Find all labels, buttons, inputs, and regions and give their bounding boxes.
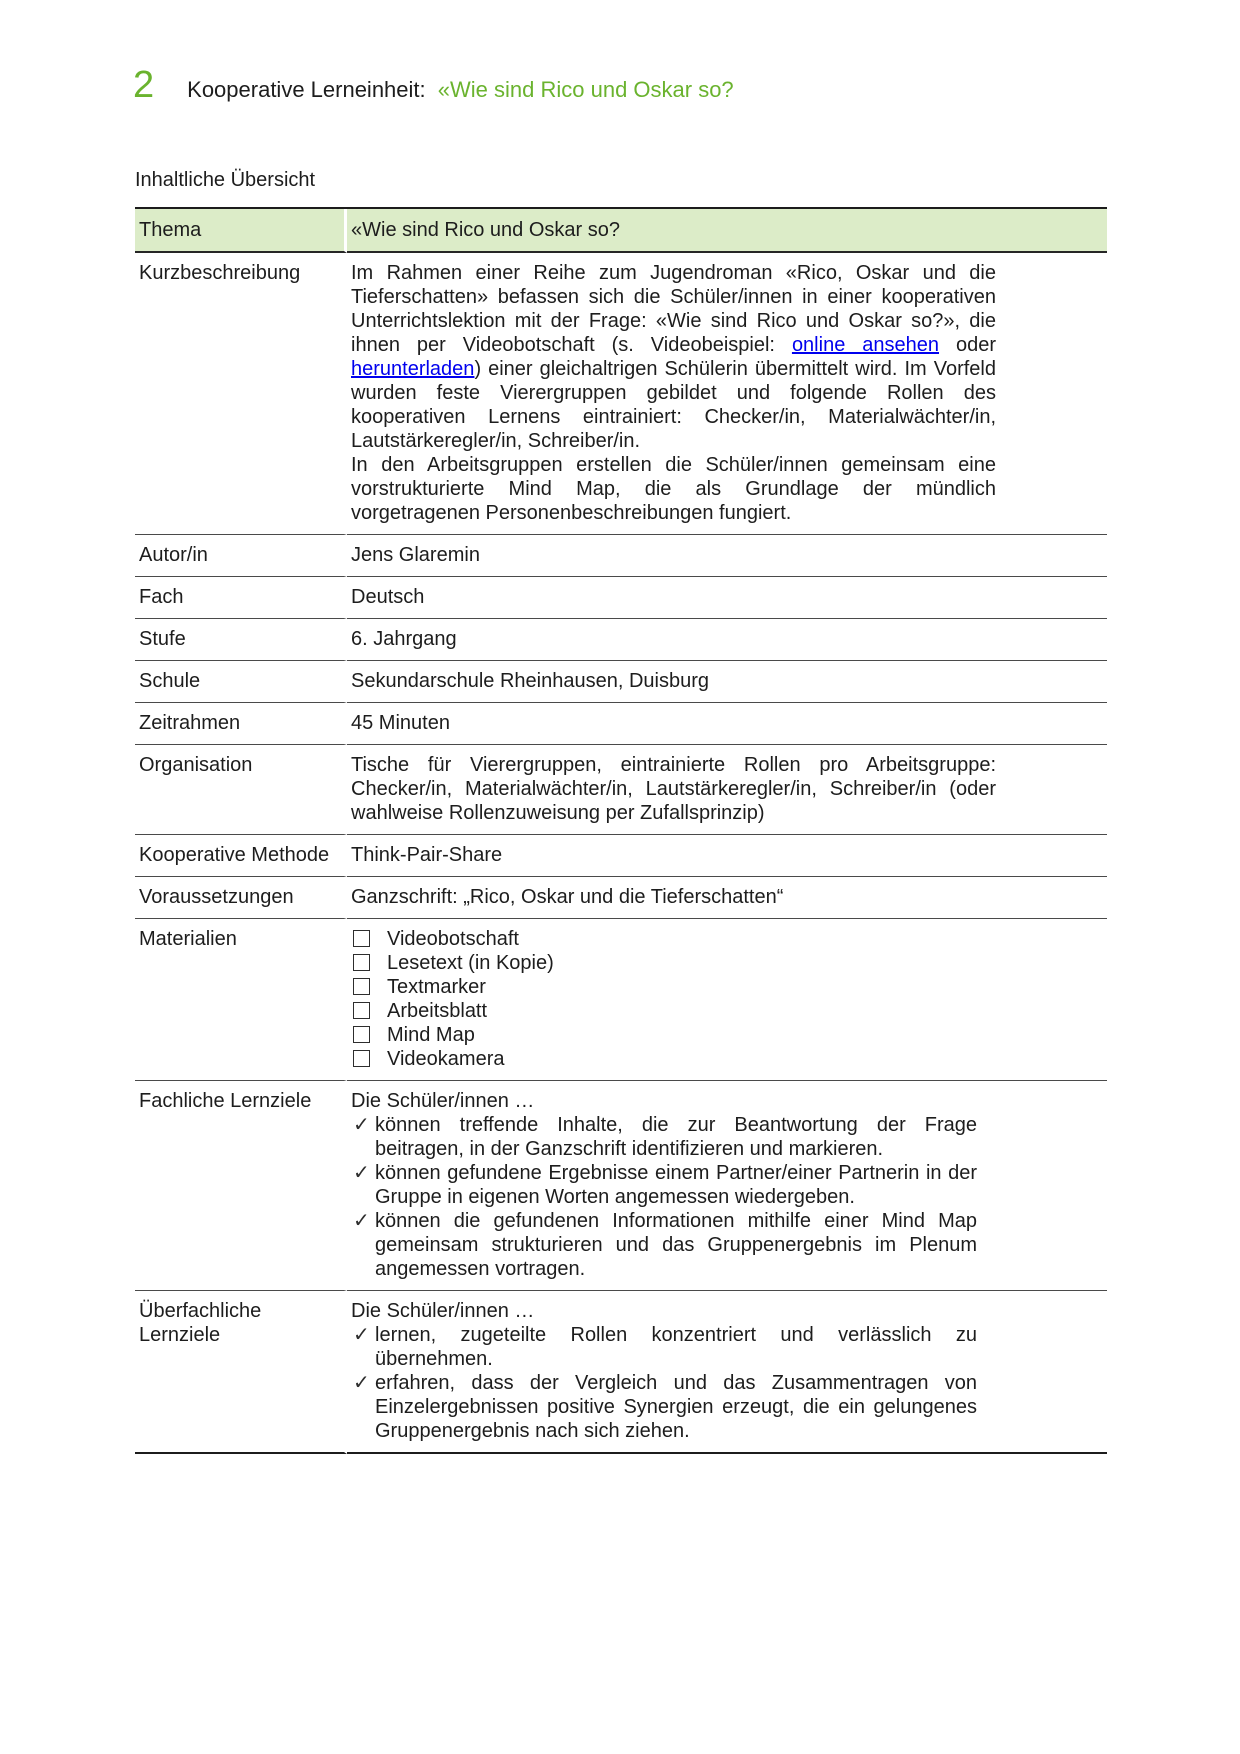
row-label-voraussetzungen: Voraussetzungen — [135, 877, 347, 919]
row-value-fach: Deutsch — [347, 577, 1107, 619]
list-item — [351, 1209, 999, 1281]
description-paragraph-1 — [351, 261, 996, 453]
list-item — [351, 951, 1103, 975]
description-text-1: Im Rahmen einer Reihe zum Jugendroman «Rico, Oskar und die Tieferschatten» befassen sich die Schüler/innen in einer kooperativen Unterrichtslektion mit der Frage: «Wie sind Rico und Oskar so?», die ihnen per Videobotschaft (s. Videobeispiel: — [351, 262, 996, 356]
chapter-number: 2 — [133, 64, 155, 106]
row-label-fach: Fach — [135, 577, 347, 619]
row-value-thema: «Wie sind Rico und Oskar so? — [347, 209, 1107, 253]
list-item — [351, 1161, 999, 1209]
table-row-kooperative-methode — [135, 835, 1107, 877]
row-value-kooperative-methode: Think-Pair-Share — [347, 835, 1107, 877]
material-label: Arbeitsblatt — [387, 1000, 488, 1022]
overview-table — [135, 207, 1107, 1454]
row-value-materialien — [347, 919, 1107, 1081]
general-goals-list — [351, 1323, 999, 1443]
list-item — [351, 927, 1103, 951]
table-row-autor — [135, 535, 1107, 577]
checkbox-icon — [353, 1026, 370, 1043]
row-value-autor: Jens Glaremin — [347, 535, 1107, 577]
checkbox-icon — [353, 1002, 370, 1019]
row-label-kurzbeschreibung: Kurzbeschreibung — [135, 253, 347, 535]
list-item — [351, 1023, 1103, 1047]
row-label-autor: Autor/in — [135, 535, 347, 577]
list-item — [351, 1323, 999, 1371]
checkbox-icon — [353, 1050, 370, 1067]
row-label-stufe: Stufe — [135, 619, 347, 661]
list-item — [351, 975, 1103, 999]
list-item — [351, 1371, 999, 1443]
table-row-stufe — [135, 619, 1107, 661]
row-value-schule: Sekundarschule Rheinhausen, Duisburg — [347, 661, 1107, 703]
row-label-materialien: Materialien — [135, 919, 347, 1081]
subject-goals-list — [351, 1113, 999, 1281]
table-row-schule — [135, 661, 1107, 703]
row-value-ueberfachliche-lernziele — [347, 1291, 1107, 1454]
material-label: Lesetext (in Kopie) — [387, 952, 554, 974]
checkmark-icon: ✓ — [353, 1162, 370, 1184]
page-title — [187, 76, 734, 104]
row-value-stufe: 6. Jahrgang — [347, 619, 1107, 661]
row-label-schule: Schule — [135, 661, 347, 703]
page-header — [0, 0, 1240, 106]
table-row-materialien — [135, 919, 1107, 1081]
goals-intro: Die Schüler/innen … — [351, 1090, 535, 1112]
material-label: Mind Map — [387, 1024, 475, 1046]
material-label: Textmarker — [387, 976, 486, 998]
table-row-voraussetzungen — [135, 877, 1107, 919]
checkmark-icon: ✓ — [353, 1210, 370, 1232]
herunterladen-link[interactable]: herunterladen — [351, 358, 475, 380]
row-label-kooperative-methode: Kooperative Methode — [135, 835, 347, 877]
table-row-organisation — [135, 745, 1107, 835]
list-item — [351, 999, 1103, 1023]
row-label-ueberfachliche-lernziele: Überfachliche Lernziele — [135, 1291, 347, 1454]
row-value-voraussetzungen: Ganzschrift: „Rico, Oskar und die Tieferschatten“ — [347, 877, 1107, 919]
organisation-text: Tische für Vierergruppen, eintrainierte Rollen pro Arbeitsgruppe: Checker/in, Materialwächter/in, Lautstärkeregler/in, Schreiber/in (oder wahlweise Rollenzuweisung per Zufallsprinzip) — [351, 754, 996, 824]
table-row-zeitrahmen — [135, 703, 1107, 745]
goal-text: lernen, zugeteilte Rollen konzentriert und verlässlich zu übernehmen. — [375, 1324, 977, 1370]
table-row-fachliche-lernziele — [135, 1081, 1107, 1291]
materials-list — [351, 927, 1103, 1071]
page-title-topic: «Wie sind Rico und Oskar so? — [437, 77, 734, 102]
row-label-organisation: Organisation — [135, 745, 347, 835]
checkbox-icon — [353, 978, 370, 995]
checkmark-icon: ✓ — [353, 1324, 370, 1346]
row-value-kurzbeschreibung — [347, 253, 1107, 535]
page-title-text: Kooperative Lerneinheit: — [187, 77, 426, 102]
description-paragraph-2: In den Arbeitsgruppen erstellen die Schüler/innen gemeinsam eine vorstrukturierte Mind Map, die als Grundlage der mündlich vorgetragenen Personenbeschreibungen fungiert. — [351, 454, 996, 524]
table-row-thema — [135, 209, 1107, 253]
material-label: Videokamera — [387, 1048, 505, 1070]
goal-text: können die gefundenen Informationen mithilfe einer Mind Map gemeinsam strukturieren und das Gruppenergebnis im Plenum angemessen vortragen. — [375, 1210, 977, 1280]
checkbox-icon — [353, 954, 370, 971]
checkmark-icon: ✓ — [353, 1114, 370, 1136]
table-row-fach — [135, 577, 1107, 619]
goal-text: können gefundene Ergebnisse einem Partner/einer Partnerin in der Gruppe in eigenen Worten angemessen wiedergeben. — [375, 1162, 977, 1208]
row-label-zeitrahmen: Zeitrahmen — [135, 703, 347, 745]
row-label-thema: Thema — [135, 209, 347, 253]
row-label-fachliche-lernziele: Fachliche Lernziele — [135, 1081, 347, 1291]
goals-intro: Die Schüler/innen … — [351, 1300, 535, 1322]
description-text-3: ) einer gleichaltrigen Schülerin übermittelt wird. Im Vorfeld wurden feste Vierergruppen gebildet und folgende Rollen des kooperativen Lernens eintrainiert: Checker/in, Materialwächter/in, Lautstärkeregler/in, Schreiber/in. — [351, 358, 996, 452]
table-row-ueberfachliche-lernziele — [135, 1291, 1107, 1454]
list-item — [351, 1047, 1103, 1071]
row-value-fachliche-lernziele — [347, 1081, 1107, 1291]
section-title: Inhaltliche Übersicht — [135, 169, 316, 191]
list-item — [351, 1113, 999, 1161]
checkbox-icon — [353, 930, 370, 947]
online-ansehen-link[interactable]: online ansehen — [791, 334, 940, 356]
row-value-organisation — [347, 745, 1107, 835]
material-label: Videobotschaft — [387, 928, 519, 950]
row-value-zeitrahmen: 45 Minuten — [347, 703, 1107, 745]
checkmark-icon: ✓ — [353, 1372, 370, 1394]
goal-text: können treffende Inhalte, die zur Beantwortung der Frage beitragen, in der Ganzschrift identifizieren und markieren. — [375, 1114, 977, 1160]
goal-text: erfahren, dass der Vergleich und das Zusammentragen von Einzelergebnissen positive Synergien erzeugt, die ein gelungenes Gruppenergebnis nach sich ziehen. — [375, 1372, 977, 1442]
description-text-2: oder — [939, 334, 996, 356]
table-row-kurzbeschreibung — [135, 253, 1107, 535]
